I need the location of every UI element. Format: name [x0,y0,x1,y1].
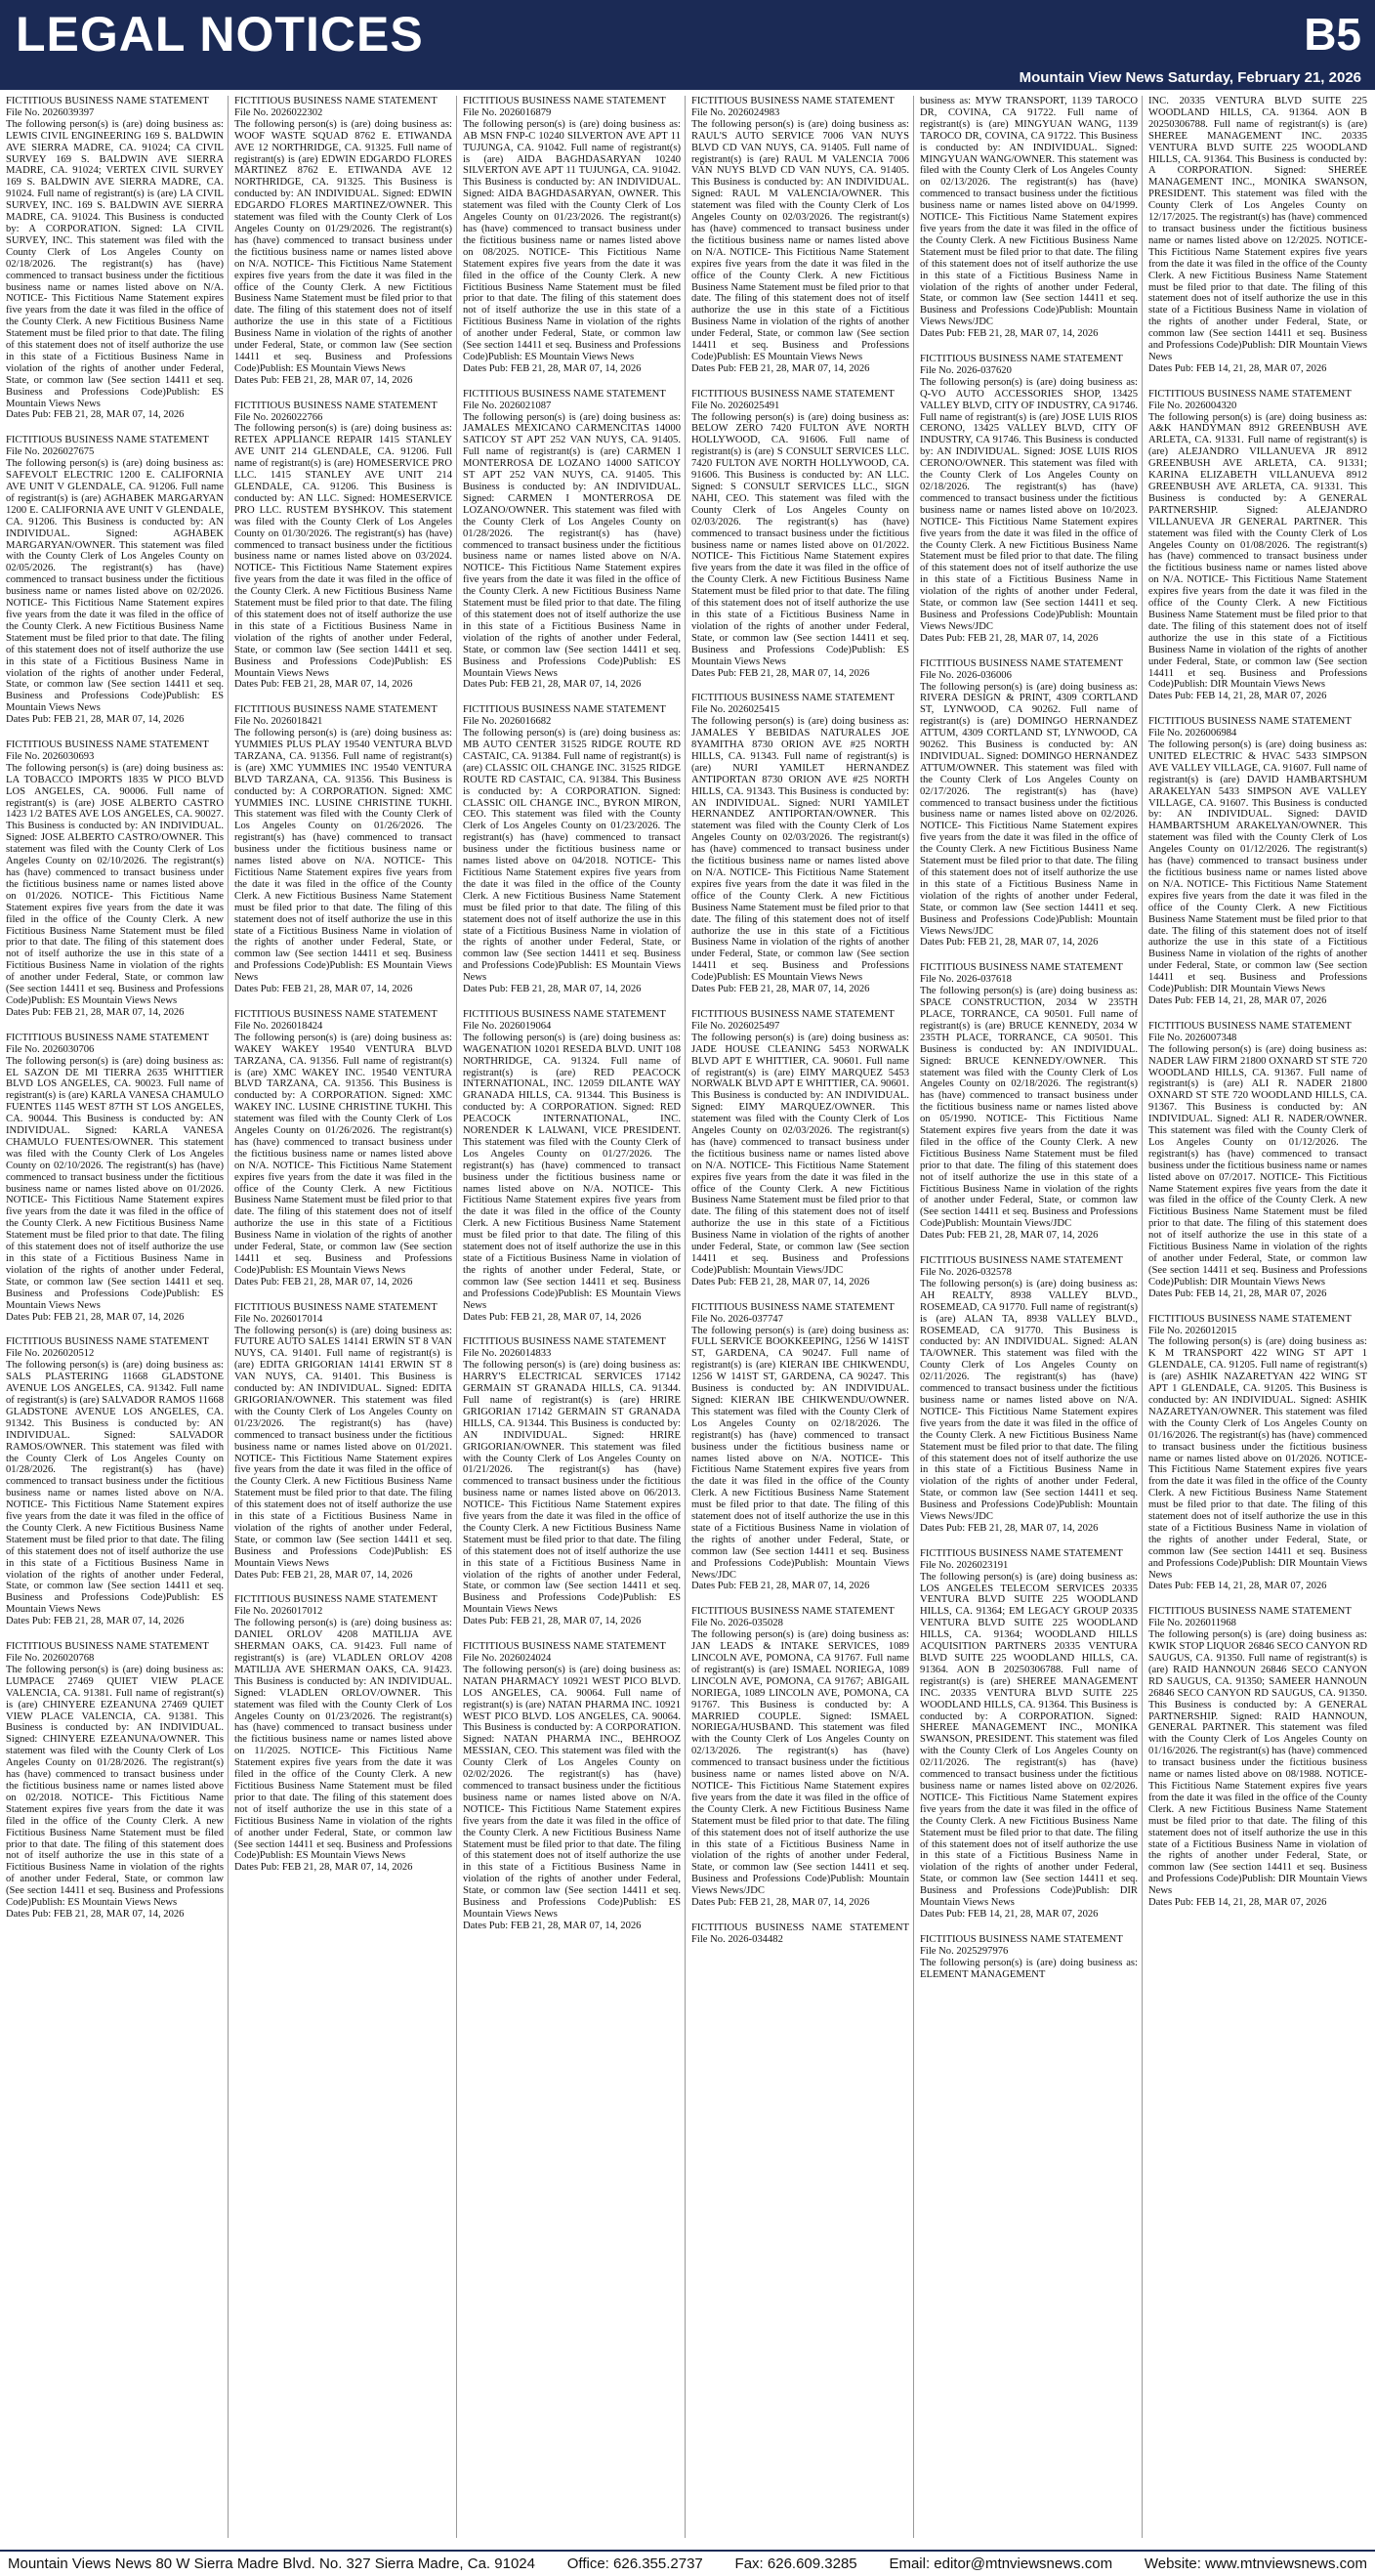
notice-column [1146,96,1371,2538]
notice-pub-dates: Dates Pub: FEB 21, 28, MAR 07, 14, 2026 [920,1230,1099,1242]
notice-heading: FICTITIOUS BUSINESS NAME STATEMENT [6,1641,209,1653]
notice-heading: FICTITIOUS BUSINESS NAME STATEMENT [234,1301,438,1313]
notice-file-number: File No. 2026018421 [234,716,323,728]
notice-file-number: File No. 2026018424 [234,1020,323,1032]
notice-heading: FICTITIOUS BUSINESS NAME STATEMENT [920,1933,1123,1945]
notice-heading: FICTITIOUS BUSINESS NAME STATEMENT [234,96,438,106]
notice-pub-dates: Dates Pub: FEB 21, 28, MAR 07, 14, 2026 [691,1581,870,1592]
notice-file-number: File No. 2026020768 [6,1653,95,1664]
legal-notice [691,389,909,680]
notice-pub-dates: Dates Pub: FEB 21, 28, MAR 07, 14, 2026 [691,1276,870,1288]
notice-pub-dates: Dates Pub: FEB 14, 21, 28, MAR 07, 2026 [1148,1581,1327,1592]
notice-body: INC. 20335 VENTURA BLVD SUITE 225 WOODLAND HILLS, CA. 91364. AON B 20250306788. Full name of registrant(s) is (are) SHEREE MANAGEMENT INC. 20335 VENTURA BLVD SUITE 225 WOODLAND HILLS, CA. 91364. This Business is conducted by: A CORPORATION. Signed: SHEREE MANAGEMENT INC., MONIKA SWANSON, PRESIDENT. This statement was filed with the County Clerk of Los Angeles County on 12/17/2025. The registrant(s) has (have) commenced to transact business under the fictitious business name or names listed above on 12/2025. NOTICE- This Fictitious Name Statement expires five years from the date it was filed in the office of the County Clerk. A new Fictitious Business Name Statement must be filed prior to that date. The filing of this statement does not of itself authorize the use in this state of a Fictitious Business Name in violation of the rights of another under Federal, State, or common law (See section 14411 et seq. Business and Professions Code)Publish: DIR Mountain Views News [1148,96,1367,362]
notice-body: The following person(s) is (are) doing business as: A&K HANDYMAN 8912 GREENBUSH AVE ARLETA, CA. 91331. Full name of registrant(s) is (are) ALEJANDRO VILLANUEVA JR 8912 GREENBUSH AVE ARLETA, CA. 91331; KARINA ELIZABETH VILLANUEVA 8912 GREENBUSH AVE ARLETA, CA. 91331. This Business is conducted by: A GENERAL PARTNERSHIP. Signed: ALEJANDRO VILLANUEVA JR GENERAL PARTNER. This statement was filed with the County Clerk of Los Angeles County on 01/08/2026. The registrant(s) has (have) commenced to transact business under the fictitious business name or names listed above on N/A. NOTICE- This Fictitious Name Statement expires five years from the date it was filed in the office of the County Clerk. A new Fictitious Business Name Statement must be filed prior to that date. The filing of this statement does not of itself authorize the use in this state of a Fictitious Business Name in violation of the rights of another under Federal, State, or common law (See section 14411 et seq. Business and Professions Code)Publish: DIR Mountain Views News [1148,411,1367,691]
legal-notice [463,389,681,692]
notice-file-number: File No. 2026006984 [1148,728,1237,739]
legal-notice [6,435,224,726]
legal-notice [691,1606,909,1909]
notice-pub-dates: Dates Pub: FEB 21, 28, MAR 07, 14, 2026 [234,1276,413,1288]
legal-notice [691,1922,909,1946]
notice-pub-dates: Dates Pub: FEB 21, 28, MAR 07, 14, 2026 [234,1569,413,1581]
notice-pub-dates: Dates Pub: FEB 14, 21, 28, MAR 07, 2026 [1148,1288,1327,1299]
notice-file-number: File No. 2026025497 [691,1020,780,1032]
notice-file-number: File No. 2026014833 [463,1348,552,1360]
notice-body: The following person(s) is (are) doing business as: JAMALES MEXICANO CARMENCITAS 14000 SATICOY ST APT 252 VAN NUYS, CA. 91405. Full name of registrant(s) is (are) CARMEN I MONTERROSA DE LOZANO 14000 SATICOY ST APT 252 VAN NUYS, CA. 91405. This Business is conducted by: AN INDIVIDUAL. Signed: CARMEN I MONTERROSA DE LOZANO/OWNER. This statement was filed with the County Clerk of Los Angeles County on 01/28/2026. The registrant(s) has (have) commenced to transact business under the fictitious business name or names listed above on N/A. NOTICE- This Fictitious Name Statement expires five years from the date it was filed in the office of the County Clerk. A new Fictitious Business Name Statement must be filed prior to that date. The filing of this statement does not of itself authorize the use in this state of a Fictitious Business Name in violation of the rights of another under Federal, State, or common law (See section 14411 et seq. Business and Professions Code)Publish: ES Mountain Views News [463,411,681,679]
notice-heading: FICTITIOUS BUSINESS NAME STATEMENT [6,96,209,106]
notice-heading: FICTITIOUS BUSINESS NAME STATEMENT [691,1008,895,1020]
notice-pub-dates: Dates Pub: FEB 21, 28, MAR 07, 14, 2026 [920,632,1099,644]
notice-pub-dates: Dates Pub: FEB 21, 28, MAR 07, 14, 2026 [691,362,870,374]
notice-body: The following person(s) is (are) doing business as: LEWIS CIVIL ENGINEERING 169 S. BALDWIN AVE SIERRA MADRE, CA. 91024; CA CIVIL SURVEY 169 S. BALDWIN AVE SIERRA MADRE, CA. 91024; VERTEX CIVIL SURVEY 169 S. BALDWIN AVE SIERRA MADRE, CA. 91024. Full name of registrant(s) is (are) LA CIVIL SURVEY, INC. 169 S. BALDWIN AVE SIERRA MADRE, CA. 91024. This Business is conducted by: A CORPORATION. Signed: LA CIVIL SURVEY, INC. This statement was filed with the County Clerk of Los Angeles County on 02/18/2026. The registrant(s) has (have) commenced to transact business under the fictitious business name or names listed above on N/A. NOTICE- This Fictitious Name Statement expires five years from the date it was filed in the office of the County Clerk. A new Fictitious Business Name Statement must be filed prior to that date. The filing of this statement does not of itself authorize the use in this state of a Fictitious Business Name in violation of the rights of another under Federal, State, or common law (See section 14411 et seq. Business and Professions Code)Publish: ES Mountain Views News [6,118,224,409]
notice-heading: FICTITIOUS BUSINESS NAME STATEMENT [234,704,438,716]
section-title: LEGAL NOTICES [16,7,424,62]
notice-body: The following person(s) is (are) doing business as: SPACE CONSTRUCTION, 2034 W 235TH PLACE, TORRANCE, CA 90501. Full name of registrant(s) is (are) BRUCE KENNEDY, 2034 W 235TH PLACE, TORRANCE, CA 90501. This Business is conducted by: AN INDIVIDUAL. Signed: BRUCE KENNEDY/OWNER. This statement was filed with the County Clerk of Los Angeles County on 02/18/2026. The registrant(s) has (have) commenced to transact business under the fictitious business name or names listed above on 05/1990. NOTICE- This Fictitious Name Statement expires five years from the date it was filed in the office of the County Clerk. A new Fictitious Business Name Statement must be filed prior to that date. The filing of this statement does not of itself authorize the use in this state of a Fictitious Business Name in violation of the rights of another under Federal, State, or common law (See section 14411 et seq. Business and Professions Code)Publish: Mountain Views/JDC [920,986,1138,1230]
notice-body: The following person(s) is (are) doing business as: SALS PLASTERING 11668 GLADSTONE AVENUE LOS ANGELES, CA. 91342. Full name of registrant(s) is (are) SALVADOR RAMOS 11668 GLADSTONE AVENUE LOS ANGELES, CA. 91342. This Business is conducted by: AN INDIVIDUAL. Signed: SALVADOR RAMOS/OWNER. This statement was filed with the County Clerk of Los Angeles County on 01/28/2026. The registrant(s) has (have) commenced to transact business under the fictitious business name or names listed above on N/A. NOTICE- This Fictitious Name Statement expires five years from the date it was filed in the office of the County Clerk. A new Fictitious Business Name Statement must be filed prior to that date. The filing of this statement does not of itself authorize the use in this state of a Fictitious Business Name in violation of the rights of another under Federal, State, or common law (See section 14411 et seq. Business and Professions Code)Publish: ES Mountain Views News [6,1360,224,1616]
notice-file-number: File No. 2026023191 [920,1559,1009,1571]
notice-pub-dates: Dates Pub: FEB 21, 28, MAR 07, 14, 2026 [234,1862,413,1874]
dateline: Mountain View News Saturday, February 21, 2026 [1019,69,1361,86]
notice-file-number: File No. 2026025415 [691,704,780,716]
notice-heading: FICTITIOUS BUSINESS NAME STATEMENT [234,1008,438,1020]
notice-pub-dates: Dates Pub: FEB 21, 28, MAR 07, 14, 2026 [6,1908,185,1920]
notice-file-number: File No. 2026024983 [691,106,780,118]
legal-notice [1148,96,1367,375]
notice-file-number: File No. 2026012015 [1148,1325,1237,1336]
notice-heading: FICTITIOUS BUSINESS NAME STATEMENT [6,1032,209,1043]
notice-body: The following person(s) is (are) doing business as: KWIK STOP LIQUOR 26846 SECO CANYON RD SAUGUS, CA. 91350. Full name of registrant(s) is (are) RAID HANNOUN 26846 SECO CANYON RD SAUGUS, CA. 91350; SAMEER HANNOUN 26846 SECO CANYON RD SAUGUS, CA. 91350. This Business is conducted by: A GENERAL PARTNERSHIP. Signed: RAID HANNOUN, GENERAL PARTNER. This statement was filed with the County Clerk of Los Angeles County on 01/16/2026. The registrant(s) has (have) commenced to transact business under the fictitious business name or names listed above on 08/1988. NOTICE- This Fictitious Name Statement expires five years from the date it was filed in the office of the County Clerk. A new Fictitious Business Name Statement must be filed prior to that date. The filing of this statement does not of itself authorize the use in this state of a Fictitious Business Name in violation of the rights of another under Federal, State, or common law (See section 14411 et seq. Business and Professions Code)Publish: DIR Mountain Views News [1148,1629,1367,1897]
notice-body: The following person(s) is (are) doing business as: JADE HOUSE CLEANING 5453 NORWALK BLVD APT E WHITTIER, CA. 90601. Full name of registrant(s) is (are) EIMY MARQUEZ 5453 NORWALK BLVD APT E WHITTIER, CA. 90601. This Business is conducted by: AN INDIVIDUAL. Signed: EIMY MARQUEZ/OWNER. This statement was filed with the County Clerk of Los Angeles County on 02/03/2026. The registrant(s) has (have) commenced to transact business under the fictitious business name or names listed above on N/A. NOTICE- This Fictitious Name Statement expires five years from the date it was filed in the office of the County Clerk. A new Fictitious Business Name Statement must be filed prior to that date. The filing of this statement does not of itself authorize the use in this state of a Fictitious Business Name in violation of the rights of another under Federal, State, or common law (See section 14411 et seq. Business and Professions Code)Publish: Mountain Views/JDC [691,1032,909,1276]
notice-body: The following person(s) is (are) doing business as: EL SAZON DE MI TIERRA 2635 WHITTIER BLVD LOS ANGELES, CA. 90023. Full name of registrant(s) is (are) KARLA VANESA CHAMULO FUENTES 1145 WEST 87TH ST LOS ANGELES, CA. 90044. This Business is conducted by: AN INDIVIDUAL. Signed: KARLA VANESA CHAMULO FUENTES/OWNER. This statement was filed with the County Clerk of Los Angeles County on 02/10/2026. The registrant(s) has (have) commenced to transact business under the fictitious business name or names listed above on 01/2026. NOTICE- This Fictitious Name Statement expires five years from the date it was filed in the office of the County Clerk. A new Fictitious Business Name Statement must be filed prior to that date. The filing of this statement does not of itself authorize the use in this state of a Fictitious Business Name in violation of the rights of another under Federal, State, or common law (See section 14411 et seq. Business and Professions Code)Publish: ES Mountain Views News [6,1055,224,1311]
notice-file-number: File No. 2026016879 [463,106,552,118]
legal-notice [1148,1021,1367,1300]
notice-heading: FICTITIOUS BUSINESS NAME STATEMENT [1148,388,1352,400]
masthead [0,0,1375,68]
notice-body: The following person(s) is (are) doing business as: YUMMIES PLUS PLAY 19540 VENTURA BLVD TARZANA, CA. 91356. Full name of registrant(s) is (are) XMC YUMMIES INC 19540 VENTURA BLVD TARZANA, CA. 91356. This Business is conducted by: A CORPORATION. Signed: XMC YUMMIES INC. LUSINE CHRISTINE TUKHI. This statement was filed with the County Clerk of Los Angeles County on 01/26/2026. The registrant(s) has (have) commenced to transact business under the fictitious business name or names listed above on N/A. NOTICE- This Fictitious Name Statement expires five years from the date it was filed in the office of the County Clerk. A new Fictitious Business Name Statement must be filed prior to that date. The filing of this statement does not of itself authorize the use in this state of a Fictitious Business Name in violation of the rights of another under Federal, State, or common law (See section 14411 et seq. Business and Professions Code)Publish: ES Mountain Views News [234,728,452,984]
notice-heading: FICTITIOUS BUSINESS NAME STATEMENT [1148,1606,1352,1618]
notice-column [232,96,457,2538]
notice-body: business as: MYW TRANSPORT, 1139 TAROCO DR, COVINA, CA 91722. Full name of registrant(s) is (are) MINGYUAN WANG, 1139 TAROCO DR, COVINA, CA 91722. This Business is conducted by: AN INDIVIDUAL. Signed: MINGYUAN WANG/OWNER. This statement was filed with the County Clerk of Los Angeles County on 02/13/2026. The registrant(s) has (have) commenced to transact business under the fictitious business name or names listed above on 04/1999. NOTICE- This Fictitious Name Statement expires five years from the date it was filed in the office of the County Clerk. A new Fictitious Business Name Statement must be filed prior to that date. The filing of this statement does not of itself authorize the use in this state of a Fictitious Business Name in violation of the rights of another under Federal, State, or common law (See section 14411 et seq. Business and Professions Code)Publish: Mountain Views News/JDC [920,96,1138,328]
notice-body: The following person(s) is (are) doing business as: UNITED ELECTRIC & HVAC 5433 SIMPSON AVE VALLEY VILLAGE, CA. 91607. Full name of registrant(s) is (are) DAVID HAMBARTSHUM ARAKELYAN 5433 SIMPSON AVE VALLEY VILLAGE, CA. 91607. This Business is conducted by: AN INDIVIDUAL. Signed: DAVID HAMBARTSHUM ARAKELYAN/OWNER. This statement was filed with the County Clerk of Los Angeles County on 01/12/2026. The registrant(s) has (have) commenced to transact business under the fictitious business name or names listed above on N/A. NOTICE- This Fictitious Name Statement expires five years from the date it was filed in the office of the County Clerk. A new Fictitious Business Name Statement must be filed prior to that date. The filing of this statement does not of itself authorize the use in this state of a Fictitious Business Name in violation of the rights of another under Federal, State, or common law (See section 14411 et seq. Business and Professions Code)Publish: DIR Mountain Views News [1148,739,1367,995]
legal-notice [920,658,1138,950]
notice-file-number: File No. 2026011968 [1148,1618,1236,1629]
notice-file-number: File No. 2026030693 [6,750,95,762]
notice-file-number: File No. 2026030706 [6,1043,95,1055]
notice-heading: FICTITIOUS BUSINESS NAME STATEMENT [234,400,438,411]
notice-heading: FICTITIOUS BUSINESS NAME STATEMENT [6,435,209,446]
legal-notice [463,1641,681,1932]
notice-body: The following person(s) is (are) doing business as: HARRY'S ELECTRICAL SERVICES 17142 GERMAIN ST GRANADA HILLS, CA. 91344. Full name of registrant(s) is (are) HRIRE GRIGORIAN 17142 GERMAIN ST GRANADA HILLS, CA. 91344. This Business is conducted by: AN INDIVIDUAL. Signed: HRIRE GRIGORIAN/OWNER. This statement was filed with the County Clerk of Los Angeles County on 01/21/2026. The registrant(s) has (have) commenced to transact business under the fictitious business name or names listed above on 06/2013. NOTICE- This Fictitious Name Statement expires five years from the date it was filed in the office of the County Clerk. A new Fictitious Business Name Statement must be filed prior to that date. The filing of this statement does not of itself authorize the use in this state of a Fictitious Business Name in violation of the rights of another under Federal, State, or common law (See section 14411 et seq. Business and Professions Code)Publish: ES Mountain Views News [463,1360,681,1616]
notice-pub-dates: Dates Pub: FEB 21, 28, MAR 07, 14, 2026 [6,1311,185,1323]
legal-notice [1148,1606,1367,1909]
page-number: B5 [1304,9,1361,60]
notice-pub-dates: Dates Pub: FEB 21, 28, MAR 07, 14, 2026 [463,1616,642,1627]
legal-notice [234,401,452,692]
legal-notice [920,1934,1138,1981]
notice-body: The following person(s) is (are) doing business as: AH REALTY, 8938 VALLEY BLVD., ROSEMEAD, CA 91770. Full name of registrant(s) is (are) ALAN TA, 8938 VALLEY BLVD., ROSEMEAD, CA 91770. This Business is conducted by: AN INDIVIDUAL. Signed: ALAN TA/OWNER. This statement was filed with the County Clerk of Los Angeles County on 02/11/2026. The registrant(s) has (have) commenced to transact business under the fictitious business name or names listed above on N/A. NOTICE- This Fictitious Name Statement expires five years from the date it was filed in the office of the County Clerk. A new Fictitious Business Name Statement must be filed prior to that date. The filing of this statement does not of itself authorize the use in this state of a Fictitious Business Name in violation of the rights of another under Federal, State, or common law (See section 14411 et seq. Business and Professions Code)Publish: Mountain Views News/JDC [920,1278,1138,1523]
notice-body: The following person(s) is (are) doing business as: RETEX APPLIANCE REPAIR 1415 STANLEY AVE UNIT 214 GLENDALE, CA. 91206. Full name of registrant(s) is (are) HOMESERVICE PRO LLC. 1415 STANLEY AVE UNIT 214 GLENDALE, CA. 91206. This Business is conducted by: AN LLC. Signed: HOMESERVICE PRO LLC. RUSTEM BYSHKOV. This statement was filed with the County Clerk of Los Angeles County on 01/30/2026. The registrant(s) has (have) commenced to transact business under the fictitious business name or names listed above on 03/2024. NOTICE- This Fictitious Name Statement expires five years from the date it was filed in the office of the County Clerk. A new Fictitious Business Name Statement must be filed prior to that date. The filing of this statement does not of itself authorize the use in this state of a Fictitious Business Name in violation of the rights of another under Federal, State, or common law (See section 14411 et seq. Business and Professions Code)Publish: ES Mountain Views News [234,423,452,679]
notice-pub-dates: Dates Pub: FEB 21, 28, MAR 07, 14, 2026 [463,362,642,374]
notice-pub-dates: Dates Pub: FEB 21, 28, MAR 07, 14, 2026 [463,984,642,995]
legal-notice [463,1009,681,1323]
legal-notice [920,1255,1138,1535]
notice-body: The following person(s) is (are) doing business as: K M TRANSPORT 422 WING ST APT 1 GLENDALE, CA. 91205. Full name of registrant(s) is (are) ASHIK NAZARETYAN 422 WING ST APT 1 GLENDALE, CA. 91205. This Business is conducted by: AN INDIVIDUAL. Signed: ASHIK NAZARETYAN/OWNER. This statement was filed with the County Clerk of Los Angeles County on 01/16/2026. The registrant(s) has (have) commenced to transact business under the fictitious business name or names listed above on 01/2026. NOTICE- This Fictitious Name Statement expires five years from the date it was filed in the office of the County Clerk. A new Fictitious Business Name Statement must be filed prior to that date. The filing of this statement does not of itself authorize the use in this state of a Fictitious Business Name in violation of the rights of another under Federal, State, or common law (See section 14411 et seq. Business and Professions Code)Publish: DIR Mountain Views News [1148,1336,1367,1581]
notice-pub-dates: Dates Pub: FEB 21, 28, MAR 07, 14, 2026 [463,1920,642,1931]
notice-heading: FICTITIOUS BUSINESS NAME STATEMENT [920,962,1123,974]
legal-notice [234,1594,452,1874]
legal-notice [6,1641,224,1921]
notice-body: The following person(s) is (are) doing business as: BELOW ZERO 7420 FULTON AVE NORTH HOLLYWOOD, CA. 91606. Full name of registrant(s) is (are) S CONSULT SERVICES LLC. 7420 FULTON AVE NORTH HOLLYWOOD, CA. 91606. This Business is conducted by: AN LLC. Signed: S CONSULT SERVICES LLC., SIGN NAHI, CEO. This statement was filed with the County Clerk of Los Angeles County on 02/03/2026. The registrant(s) has (have) commenced to transact business under the fictitious business name or names listed above on 01/2022. NOTICE- This Fictitious Name Statement expires five years from the date it was filed in the office of the County Clerk. A new Fictitious Business Name Statement must be filed prior to that date. The filing of this statement does not of itself authorize the use in this state of a Fictitious Business Name in violation of the rights of another under Federal, State, or common law (See section 14411 et seq. Business and Professions Code)Publish: ES Mountain Views News [691,411,909,667]
notice-heading: FICTITIOUS BUSINESS NAME STATEMENT [463,388,666,400]
notice-file-number: File No. 2026027675 [6,446,95,458]
footer-fax: Fax: 626.609.3285 [734,2555,857,2572]
notice-heading: FICTITIOUS BUSINESS NAME STATEMENT [1148,1020,1352,1032]
legal-notice [234,1302,452,1582]
notice-heading: FICTITIOUS BUSINESS NAME STATEMENT [463,1008,666,1020]
notice-body: The following person(s) is (are) doing business as: WAGENATION 10201 RESEDA BLVD. UNIT 108 NORTHRIDGE, CA. 91324. Full name of registrant(s) is (are) RED PEACOCK INTERNATIONAL, INC. 12059 DILANTE WAY GRANADA HILLS, CA. 91344. This Business is conducted by: A CORPORATION. Signed: RED PEACOCK INTERNATIONAL, INC. NORENDER K LALWANI, VICE PRESIDENT. This statement was filed with the County Clerk of Los Angeles County on 01/27/2026. The registrant(s) has (have) commenced to transact business under the fictitious business name or names listed above on N/A. NOTICE- This Fictitious Name Statement expires five years from the date it was filed in the office of the County Clerk. A new Fictitious Business Name Statement must be filed prior to that date. The filing of this statement does not of itself authorize the use in this state of a Fictitious Business Name in violation of the rights of another under Federal, State, or common law (See section 14411 et seq. Business and Professions Code)Publish: ES Mountain Views News [463,1032,681,1311]
notice-file-number: File No. 2026024024 [463,1653,552,1664]
notice-pub-dates: Dates Pub: FEB 14, 21, 28, MAR 07, 2026 [1148,994,1327,1006]
notice-pub-dates: Dates Pub: FEB 21, 28, MAR 07, 14, 2026 [463,679,642,691]
notice-heading: FICTITIOUS BUSINESS NAME STATEMENT [6,739,209,751]
notice-body: The following person(s) is (are) doing business as: ELEMENT MANAGEMENT [920,1957,1138,1980]
legal-notice [691,1009,909,1288]
notice-file-number: File No. 2026-037620 [920,364,1012,376]
notice-body: The following person(s) is (are) doing business as: JAMALES Y BEBIDAS NATURALES JOE 8YAMITHA 8730 ORION AVE #25 NORTH HILLS, CA. 91343. Full name of registrant(s) is (are) NURI YAMILET HERNANDEZ ANTIPORTAN 8730 ORION AVE #25 NORTH HILLS, CA. 91343. This Business is conducted by: AN INDIVIDUAL. Signed: NURI YAMILET HERNANDEZ ANTIPORTAN/OWNER. This statement was filed with the County Clerk of Los Angeles County on 02/03/2026. The registrant(s) has (have) commenced to transact business under the fictitious business name or names listed above on N/A. NOTICE- This Fictitious Name Statement expires five years from the date it was filed in the office of the County Clerk. A new Fictitious Business Name Statement must be filed prior to that date. The filing of this statement does not of itself authorize the use in this state of a Fictitious Business Name in violation of the rights of another under Federal, State, or common law (See section 14411 et seq. Business and Professions Code)Publish: ES Mountain Views News [691,716,909,984]
notice-heading: FICTITIOUS BUSINESS NAME STATEMENT [463,1336,666,1348]
legal-notice [1148,716,1367,1007]
notice-pub-dates: Dates Pub: FEB 14, 21, 28, MAR 07, 2026 [1148,362,1327,374]
notice-file-number: File No. 2025297976 [920,1945,1009,1957]
legal-notice [691,96,909,375]
notice-heading: FICTITIOUS BUSINESS NAME STATEMENT [920,1255,1123,1267]
notice-pub-dates: Dates Pub: FEB 21, 28, MAR 07, 14, 2026 [920,937,1099,949]
legal-notice [234,96,452,387]
dateline-bar [0,68,1375,90]
notice-body: The following person(s) is (are) doing business as: NADER LAW FIRM 21800 OXNARD ST STE 720 WOODLAND HILLS, CA. 91367. Full name of registrant(s) is (are) ALI R. NADER 21800 OXNARD ST STE 720 WOODLAND HILLS, CA. 91367. This Business is conducted by: AN INDIVIDUAL. Signed: ALI R. NADER/OWNER. This statement was filed with the County Clerk of Los Angeles County on 01/12/2026. The registrant(s) has (have) commenced to transact business under the fictitious business name or names listed above on 07/2017. NOTICE- This Fictitious Name Statement expires five years from the date it was filed in the office of the County Clerk. A new Fictitious Business Name Statement must be filed prior to that date. The filing of this statement does not of itself authorize the use in this state of a Fictitious Business Name in violation of the rights of another under Federal, State, or common law (See section 14411 et seq. Business and Professions Code)Publish: DIR Mountain Views News [1148,1043,1367,1288]
notice-body: The following person(s) is (are) doing business as: FULL SERVICE BOOKKEEPING, 1256 W 141ST ST, GARDENA, CA 90247. Full name of registrant(s) is (are) KIERAN IBE CHIKWENDU, 1256 W 141ST ST, GARDENA, CA 90247. This Business is conducted by: AN INDIVIDUAL. Signed: KIERAN IBE CHIKWENDU/OWNER. This statement was filed with the County Clerk of Los Angeles County on 02/18/2026. The registrant(s) has (have) commenced to transact business under the fictitious business name or names listed above on N/A. NOTICE- This Fictitious Name Statement expires five years from the date it was filed in the office of the County Clerk. A new Fictitious Business Name Statement must be filed prior to that date. The filing of this statement does not of itself authorize the use in this state of a Fictitious Business Name in violation of the rights of another under Federal, State, or common law (See section 14411 et seq. Business and Professions Code)Publish: Mountain Views News/JDC [691,1325,909,1581]
notice-heading: FICTITIOUS BUSINESS NAME STATEMENT [6,1336,209,1348]
notice-heading: FICTITIOUS BUSINESS NAME STATEMENT [1148,716,1352,728]
notice-file-number: File No. 2026-035028 [691,1618,783,1629]
footer-address: Mountain Views News 80 W Sierra Madre Blvd. No. 327 Sierra Madre, Ca. 91024 [8,2555,535,2572]
notice-pub-dates: Dates Pub: FEB 21, 28, MAR 07, 14, 2026 [6,409,185,421]
notice-pub-dates: Dates Pub: FEB 21, 28, MAR 07, 14, 2026 [234,984,413,995]
notice-file-number: File No. 2026039397 [6,106,95,118]
notice-body: The following person(s) is (are) doing business as: AB MSN FNP-C 10240 SILVERTON AVE APT 11 TUJUNGA, CA. 91042. Full name of registrant(s) is (are) AIDA BAGHDASARYAN 10240 SILVERTON AVE APT 11 TUJUNGA, CA. 91042. This Business is conducted by: AN INDIVIDUAL. Signed: AIDA BAGHDASARYAN, OWNER. This statement was filed with the County Clerk of Los Angeles County on 01/23/2026. The registrant(s) has (have) commenced to transact business under the fictitious business name or names listed above on 08/2025. NOTICE- This Fictitious Name Statement expires five years from the date it was filed in the office of the County Clerk. A new Fictitious Business Name Statement must be filed prior to that date. The filing of this statement does not of itself authorize the use in this state of a Fictitious Business Name in violation of the rights of another under Federal, State, or common law (See section 14411 et seq. Business and Professions Code)Publish: ES Mountain Views News [463,118,681,362]
notice-heading: FICTITIOUS BUSINESS NAME STATEMENT [1148,1313,1352,1325]
notice-pub-dates: Dates Pub: FEB 21, 28, MAR 07, 14, 2026 [6,1616,185,1627]
notice-body: The following person(s) is (are) doing business as: NATAN PHARMACY 10921 WEST PICO BLVD. LOS ANGELES, CA. 90064. Full name of registrant(s) is (are) NATAN PHARMA INC. 10921 WEST PICO BLVD. LOS ANGELES, CA. 90064. This Business is conducted by: A CORPORATION. Signed: NATAN PHARMA INC., BEHROOZ MESSIAN, CEO. This statement was filed with the County Clerk of Los Angeles County on 02/02/2026. The registrant(s) has (have) commenced to transact business under the fictitious business name or names listed above on N/A. NOTICE- This Fictitious Name Statement expires five years from the date it was filed in the office of the County Clerk. A new Fictitious Business Name Statement must be filed prior to that date. The filing of this statement does not of itself authorize the use in this state of a Fictitious Business Name in violation of the rights of another under Federal, State, or common law (See section 14411 et seq. Business and Professions Code)Publish: ES Mountain Views News [463,1664,681,1920]
notice-heading: FICTITIOUS BUSINESS NAME STATEMENT [920,657,1123,669]
legal-notice [234,704,452,995]
notice-body: The following person(s) is (are) doing business as: LUMPACE 27469 QUIET VIEW PLACE VALENCIA, CA. 91381. Full name of registrant(s) is (are) CHINYERE EZEANUNA 27469 QUIET VIEW PLACE VALENCIA, CA. 91381. This Business is conducted by: AN INDIVIDUAL. Signed: CHINYERE EZEANUNA/OWNER. This statement was filed with the County Clerk of Los Angeles County on 01/28/2026. The registrant(s) has (have) commenced to transact business under the fictitious business name or names listed above on 02/2018. NOTICE- This Fictitious Name Statement expires five years from the date it was filed in the office of the County Clerk. A new Fictitious Business Name Statement must be filed prior to that date. The filing of this statement does not of itself authorize the use in this state of a Fictitious Business Name in violation of the rights of another under Federal, State, or common law (See section 14411 et seq. Business and Professions Code)Publish: ES Mountain Views News [6,1664,224,1909]
legal-notice [1148,389,1367,702]
notices-columns [4,96,1371,2538]
notice-pub-dates: Dates Pub: FEB 14, 21, 28, MAR 07, 2026 [1148,691,1327,702]
notice-heading: FICTITIOUS BUSINESS NAME STATEMENT [920,354,1123,365]
notice-heading: FICTITIOUS BUSINESS NAME STATEMENT [691,388,895,400]
notice-pub-dates: Dates Pub: FEB 21, 28, MAR 07, 14, 2026 [691,1897,870,1909]
notice-heading: FICTITIOUS BUSINESS NAME STATEMENT [691,693,895,704]
notice-body: The following person(s) is (are) doing business as: LOS ANGELES TELECOM SERVICES 20335 VENTURA BLVD SUITE 225 WOODLAND HILLS, CA. 91364; EM LEGACY GROUP 20335 VENTURA BLVD SUITE 225 WOODLAND HILLS, CA. 91364; WOODLAND HILLS ACQUISITION PARTNERS 20335 VENTURA BLVD SUITE 225 WOODLAND HILLS, CA. 91364. AON B 20250306788. Full name of registrant(s) is (are) SHEREE MANAGEMENT INC. 20335 VENTURA BLVD SUITE 225 WOODLAND HILLS, CA. 91364. This Business is conducted by: A CORPORATION. Signed: SHEREE MANAGEMENT INC., MONIKA SWANSON, PRESIDENT. This statement was filed with the County Clerk of Los Angeles County on 02/11/2026. The registrant(s) has (have) commenced to transact business under the fictitious business name or names listed above on 02/2026. NOTICE- This Fictitious Name Statement expires five years from the date it was filed in the office of the County Clerk. A new Fictitious Business Name Statement must be filed prior to that date. The filing of this statement does not of itself authorize the use in this state of a Fictitious Business Name in violation of the rights of another under Federal, State, or common law (See section 14411 et seq. Business and Professions Code)Publish: DIR Mountain Views News [920,1571,1138,1909]
notice-file-number: File No. 2026025491 [691,400,780,411]
legal-notice [234,1009,452,1288]
notice-heading: FICTITIOUS BUSINESS NAME STATEMENT [463,96,666,106]
footer-email: Email: editor@mtnviewsnews.com [889,2555,1113,2572]
legal-notice [920,96,1138,340]
notice-body: The following person(s) is (are) doing business as: JAN LEADS & INTAKE SERVICES, 1089 LINCOLN AVE, POMONA, CA 91767. Full name of registrant(s) is (are) ISMAEL NORIEGA, 1089 LINCOLN AVE, POMONA, CA 91767; ABIGAIL NORIEGA, 1089 LINCOLN AVE, POMONA, CA 91767. This Business is conducted by: A MARRIED COUPLE. Signed: ISMAEL NORIEGA/HUSBAND. This statement was filed with the County Clerk of Los Angeles County on 02/13/2026. The registrant(s) has (have) commenced to transact business under the fictitious business name or names listed above on N/A. NOTICE- This Fictitious Name Statement expires five years from the date it was filed in the office of the County Clerk. A new Fictitious Business Name Statement must be filed prior to that date. The filing of this statement does not of itself authorize the use in this state of a Fictitious Business Name in violation of the rights of another under Federal, State, or common law (See section 14411 et seq. Business and Professions Code)Publish: Mountain Views News/JDC [691,1629,909,1897]
notice-heading: FICTITIOUS BUSINESS NAME STATEMENT [463,1641,666,1653]
legal-notice [920,1548,1138,1921]
legal-notice [6,96,224,421]
notice-heading: FICTITIOUS BUSINESS NAME STATEMENT [691,96,895,106]
notice-file-number: File No. 2026-032578 [920,1267,1012,1278]
legal-notice [920,962,1138,1242]
notice-file-number: File No. 2026019064 [463,1020,552,1032]
footer-website: Website: www.mtnviewsnews.com [1144,2555,1367,2572]
legal-notice [6,1033,224,1324]
notice-body: The following person(s) is (are) doing business as: SAFEVOLT ELECTRIC 1200 E. CALIFORNIA AVE UNIT V GLENDALE, CA. 91206. Full name of registrant(s) is (are) AGHABEK MARGARYAN 1200 E. CALIFORNIA AVE UNIT V GLENDALE, CA. 91206. This Business is conducted by: AN INDIVIDUAL. Signed: AGHABEK MARGARYAN/OWNER. This statement was filed with the County Clerk of Los Angeles County on 02/05/2026. The registrant(s) has (have) commenced to transact business under the fictitious business name or names listed above on 02/2026. NOTICE- This Fictitious Name Statement expires five years from the date it was filed in the office of the County Clerk. A new Fictitious Business Name Statement must be filed prior to that date. The filing of this statement does not of itself authorize the use in this state of a Fictitious Business Name in violation of the rights of another under Federal, State, or common law (See section 14411 et seq. Business and Professions Code)Publish: ES Mountain Views News [6,458,224,714]
notice-column [4,96,229,2538]
notice-file-number: File No. 2026016682 [463,716,552,728]
notice-body: The following person(s) is (are) doing business as: RAUL'S AUTO SERVICE 7006 VAN NUYS BLVD CD VAN NUYS, CA. 91405. Full name of registrant(s) is (are) RAUL M VALENCIA 7006 VAN NUYS BLVD CD VAN NUYS, CA. 91405. This Business is conducted by: AN INDIVIDUAL. Signed: RAUL M VALENCIA/OWNER. This statement was filed with the County Clerk of Los Angeles County on 02/03/2026. The registrant(s) has (have) commenced to transact business under the fictitious business name or names listed above on N/A. NOTICE- This Fictitious Name Statement expires five years from the date it was filed in the office of the County Clerk. A new Fictitious Business Name Statement must be filed prior to that date. The filing of this statement does not of itself authorize the use in this state of a Fictitious Business Name in violation of the rights of another under Federal, State, or common law (See section 14411 et seq. Business and Professions Code)Publish: ES Mountain Views News [691,118,909,362]
legal-notice [920,354,1138,645]
notice-file-number: File No. 2026017012 [234,1606,323,1618]
legal-notice [6,1336,224,1627]
legal-notice [463,96,681,375]
notice-pub-dates: Dates Pub: FEB 21, 28, MAR 07, 14, 2026 [6,1006,185,1018]
notice-body: The following person(s) is (are) doing business as: RIVERA DESIGN & PRINT, 4309 CORTLAND ST, LYNWOOD, CA 90262. Full name of registrant(s) is (are) DOMINGO HERNANDEZ ATTUM, 4309 CORTLAND ST, LYNWOOD, CA 90262. This Business is conducted by: AN INDIVIDUAL. Signed: DOMINGO HERNANDEZ ATTUM/OWNER. This statement was filed with the County Clerk of Los Angeles County on 02/17/2026. The registrant(s) has (have) commenced to transact business under the fictitious business name or names listed above on 02/2026. NOTICE- This Fictitious Name Statement expires five years from the date it was filed in the office of the County Clerk. A new Fictitious Business Name Statement must be filed prior to that date. The filing of this statement does not of itself authorize the use in this state of a Fictitious Business Name in violation of the rights of another under Federal, State, or common law (See section 14411 et seq. Business and Professions Code)Publish: Mountain Views News/JDC [920,681,1138,937]
notice-file-number: File No. 2026022302 [234,106,323,118]
notice-heading: FICTITIOUS BUSINESS NAME STATEMENT [691,1301,895,1313]
notice-file-number: File No. 2026021087 [463,400,552,411]
notice-column [689,96,914,2538]
notice-pub-dates: Dates Pub: FEB 21, 28, MAR 07, 14, 2026 [6,714,185,726]
notice-pub-dates: Dates Pub: FEB 21, 28, MAR 07, 14, 2026 [920,328,1099,340]
notice-heading: FICTITIOUS BUSINESS NAME STATEMENT [691,1606,895,1618]
notice-pub-dates: Dates Pub: FEB 14, 21, 28, MAR 07, 2026 [920,1908,1099,1920]
notice-file-number: File No. 2026007348 [1148,1032,1237,1043]
notice-pub-dates: Dates Pub: FEB 14, 21, 28, MAR 07, 2026 [1148,1897,1327,1909]
notice-body: The following person(s) is (are) doing business as: Q-VO AUTO ACCESSORIES SHOP, 13425 VALLEY BLVD, CITY OF INDUSTRY, CA 91746. Full name of registrant(s) is (are) JOSE LUIS RIOS CERONO, 13425 VALLEY BLVD, CITY OF INDUSTRY, CA 91746. This Business is conducted by: AN INDIVIDUAL. Signed: JOSE LUIS RIOS CERONO/OWNER. This statement was filed with the County Clerk of Los Angeles County on 02/18/2026. The registrant(s) has (have) commenced to transact business under the fictitious business name or names listed above on 10/2023. NOTICE- This Fictitious Name Statement expires five years from the date it was filed in the office of the County Clerk. A new Fictitious Business Name Statement must be filed prior to that date. The filing of this statement does not of itself authorize the use in this state of a Fictitious Business Name in violation of the rights of another under Federal, State, or common law (See section 14411 et seq. Business and Professions Code)Publish: Mountain Views News/JDC [920,376,1138,632]
notice-file-number: File No. 2026020512 [6,1348,95,1360]
notice-body: The following person(s) is (are) doing business as: MB AUTO CENTER 31525 RIDGE ROUTE RD CASTAIC, CA. 91384. Full name of registrant(s) is (are) CLASSIC OIL CHANGE INC. 31525 RIDGE ROUTE RD CASTAIC, CA. 91384. This Business is conducted by: A CORPORATION. Signed: CLASSIC OIL CHANGE INC., BYRON MIRON, CEO. This statement was filed with the County Clerk of Los Angeles County on 01/23/2026. The registrant(s) has (have) commenced to transact business under the fictitious business name or names listed above on 04/2018. NOTICE- This Fictitious Name Statement expires five years from the date it was filed in the office of the County Clerk. A new Fictitious Business Name Statement must be filed prior to that date. The filing of this statement does not of itself authorize the use in this state of a Fictitious Business Name in violation of the rights of another under Federal, State, or common law (See section 14411 et seq. Business and Professions Code)Publish: ES Mountain Views News [463,728,681,984]
notice-body: The following person(s) is (are) doing business as: DANIEL ORLOV 4208 MATILIJA AVE SHERMAN OAKS, CA. 91423. Full name of registrant(s) is (are) VLADLEN ORLOV 4208 MATILIJA AVE SHERMAN OAKS, CA. 91423. This Business is conducted by: AN INDIVIDUAL. Signed: VLADLEN ORLOV/OWNER. This statement was filed with the County Clerk of Los Angeles County on 01/23/2026. The registrant(s) has (have) commenced to transact business under the fictitious business name or names listed above on 11/2025. NOTICE- This Fictitious Name Statement expires five years from the date it was filed in the office of the County Clerk. A new Fictitious Business Name Statement must be filed prior to that date. The filing of this statement does not of itself authorize the use in this state of a Fictitious Business Name in violation of the rights of another under Federal, State, or common law (See section 14411 et seq. Business and Professions Code)Publish: ES Mountain Views News [234,1618,452,1862]
notice-pub-dates: Dates Pub: FEB 21, 28, MAR 07, 14, 2026 [234,374,413,386]
notice-pub-dates: Dates Pub: FEB 21, 28, MAR 07, 14, 2026 [463,1311,642,1323]
legal-notice [691,693,909,995]
notice-pub-dates: Dates Pub: FEB 21, 28, MAR 07, 14, 2026 [234,679,413,691]
footer-office: Office: 626.355.2737 [566,2555,703,2572]
notice-pub-dates: Dates Pub: FEB 21, 28, MAR 07, 14, 2026 [920,1522,1099,1534]
notice-body: The following person(s) is (are) doing business as: FUTURE AUTO SALES 14141 ERWIN ST 8 VAN NUYS, CA. 91401. Full name of registrant(s) is (are) EDITA GRIGORIAN 14141 ERWIN ST 8 VAN NUYS, CA. 91401. This Business is conducted by: AN INDIVIDUAL. Signed: EDITA GRIGORIAN/OWNER. This statement was filed with the County Clerk of Los Angeles County on 01/23/2026. The registrant(s) has (have) commenced to transact business under the fictitious business name or names listed above on 01/2021. NOTICE- This Fictitious Name Statement expires five years from the date it was filed in the office of the County Clerk. A new Fictitious Business Name Statement must be filed prior to that date. The filing of this statement does not of itself authorize the use in this state of a Fictitious Business Name in violation of the rights of another under Federal, State, or common law (See section 14411 et seq. Business and Professions Code)Publish: ES Mountain Views News [234,1325,452,1569]
legal-notice [463,1336,681,1627]
legal-notice [691,1302,909,1593]
notice-column [918,96,1143,2538]
legal-notice [6,739,224,1019]
notice-file-number: File No. 2026-037618 [920,974,1012,986]
notice-file-number: File No. 2026022766 [234,411,323,423]
notice-heading: FICTITIOUS BUSINESS NAME STATEMENT [234,1594,438,1606]
notice-heading: FICTITIOUS BUSINESS NAME STATEMENT File No. 2026-034482 [691,1921,909,1945]
notice-column [461,96,686,2538]
notice-file-number: File No. 2026004320 [1148,400,1237,411]
notice-heading: FICTITIOUS BUSINESS NAME STATEMENT [463,704,666,716]
notice-heading: FICTITIOUS BUSINESS NAME STATEMENT [920,1547,1123,1559]
notice-pub-dates: Dates Pub: FEB 21, 28, MAR 07, 14, 2026 [691,667,870,679]
notice-file-number: File No. 2026-037747 [691,1313,783,1325]
notice-body: The following person(s) is (are) doing business as: WAKEY WAKEY 19540 VENTURA BLVD TARZANA, CA. 91356. Full name of registrant(s) is (are) XMC WAKEY INC. 19540 VENTURA BLVD TARZANA, CA. 91356. This Business is conducted by: A CORPORATION. Signed: XMC WAKEY INC. LUSINE CHRISTINE TUKHI. This statement was filed with the County Clerk of Los Angeles County on 01/26/2026. The registrant(s) has (have) commenced to transact business under the fictitious business name or names listed above on N/A. NOTICE- This Fictitious Name Statement expires five years from the date it was filed in the office of the County Clerk. A new Fictitious Business Name Statement must be filed prior to that date. The filing of this statement does not of itself authorize the use in this state of a Fictitious Business Name in violation of the rights of another under Federal, State, or common law (See section 14411 et seq. Business and Professions Code)Publish: ES Mountain Views News [234,1032,452,1276]
notice-body: The following person(s) is (are) doing business as: LA TOBACCO IMPORTS 1835 W PICO BLVD LOS ANGELES, CA. 90006. Full name of registrant(s) is (are) JOSE ALBERTO CASTRO 1423 1/2 BATES AVE LOS ANGELES, CA. 90027. This Business is conducted by: AN INDIVIDUAL. Signed: JOSE ALBERTO CASTRO/OWNER. This statement was filed with the County Clerk of Los Angeles County on 02/10/2026. The registrant(s) has (have) commenced to transact business under the fictitious business name or names listed above on 01/2026. NOTICE- This Fictitious Name Statement expires five years from the date it was filed in the office of the County Clerk. A new Fictitious Business Name Statement must be filed prior to that date. The filing of this statement does not of itself authorize the use in this state of a Fictitious Business Name in violation of the rights of another under Federal, State, or common law (See section 14411 et seq. Business and Professions Code)Publish: ES Mountain Views News [6,762,224,1006]
notice-pub-dates: Dates Pub: FEB 21, 28, MAR 07, 14, 2026 [691,984,870,995]
notice-file-number: File No. 2026-036006 [920,669,1012,681]
legal-notice [1148,1314,1367,1593]
legal-notice [463,704,681,995]
notice-body: The following person(s) is (are) doing business as: WOOF WASTE SQUAD 8762 E. ETIWANDA AVE 12 NORTHRIDGE, CA. 91325. Full name of registrant(s) is (are) EDWIN EDGARDO FLORES MARTINEZ 8762 E. ETIWANDA AVE 12 NORTHRIDGE, CA. 91325. This Business is conducted by: AN INDIVIDUAL. Signed: EDWIN EDGARDO FLORES MARTINEZ/OWNER. This statement was filed with the County Clerk of Los Angeles County on 01/29/2026. The registrant(s) has (have) commenced to transact business under the fictitious business name or names listed above on N/A. NOTICE- This Fictitious Name Statement expires five years from the date it was filed in the office of the County Clerk. A new Fictitious Business Name Statement must be filed prior to that date. The filing of this statement does not of itself authorize the use in this state of a Fictitious Business Name in violation of the rights of another under Federal, State, or common law (See section 14411 et seq. Business and Professions Code)Publish: ES Mountain Views News [234,118,452,374]
footer [0,2550,1375,2576]
notice-file-number: File No. 2026017014 [234,1313,323,1325]
